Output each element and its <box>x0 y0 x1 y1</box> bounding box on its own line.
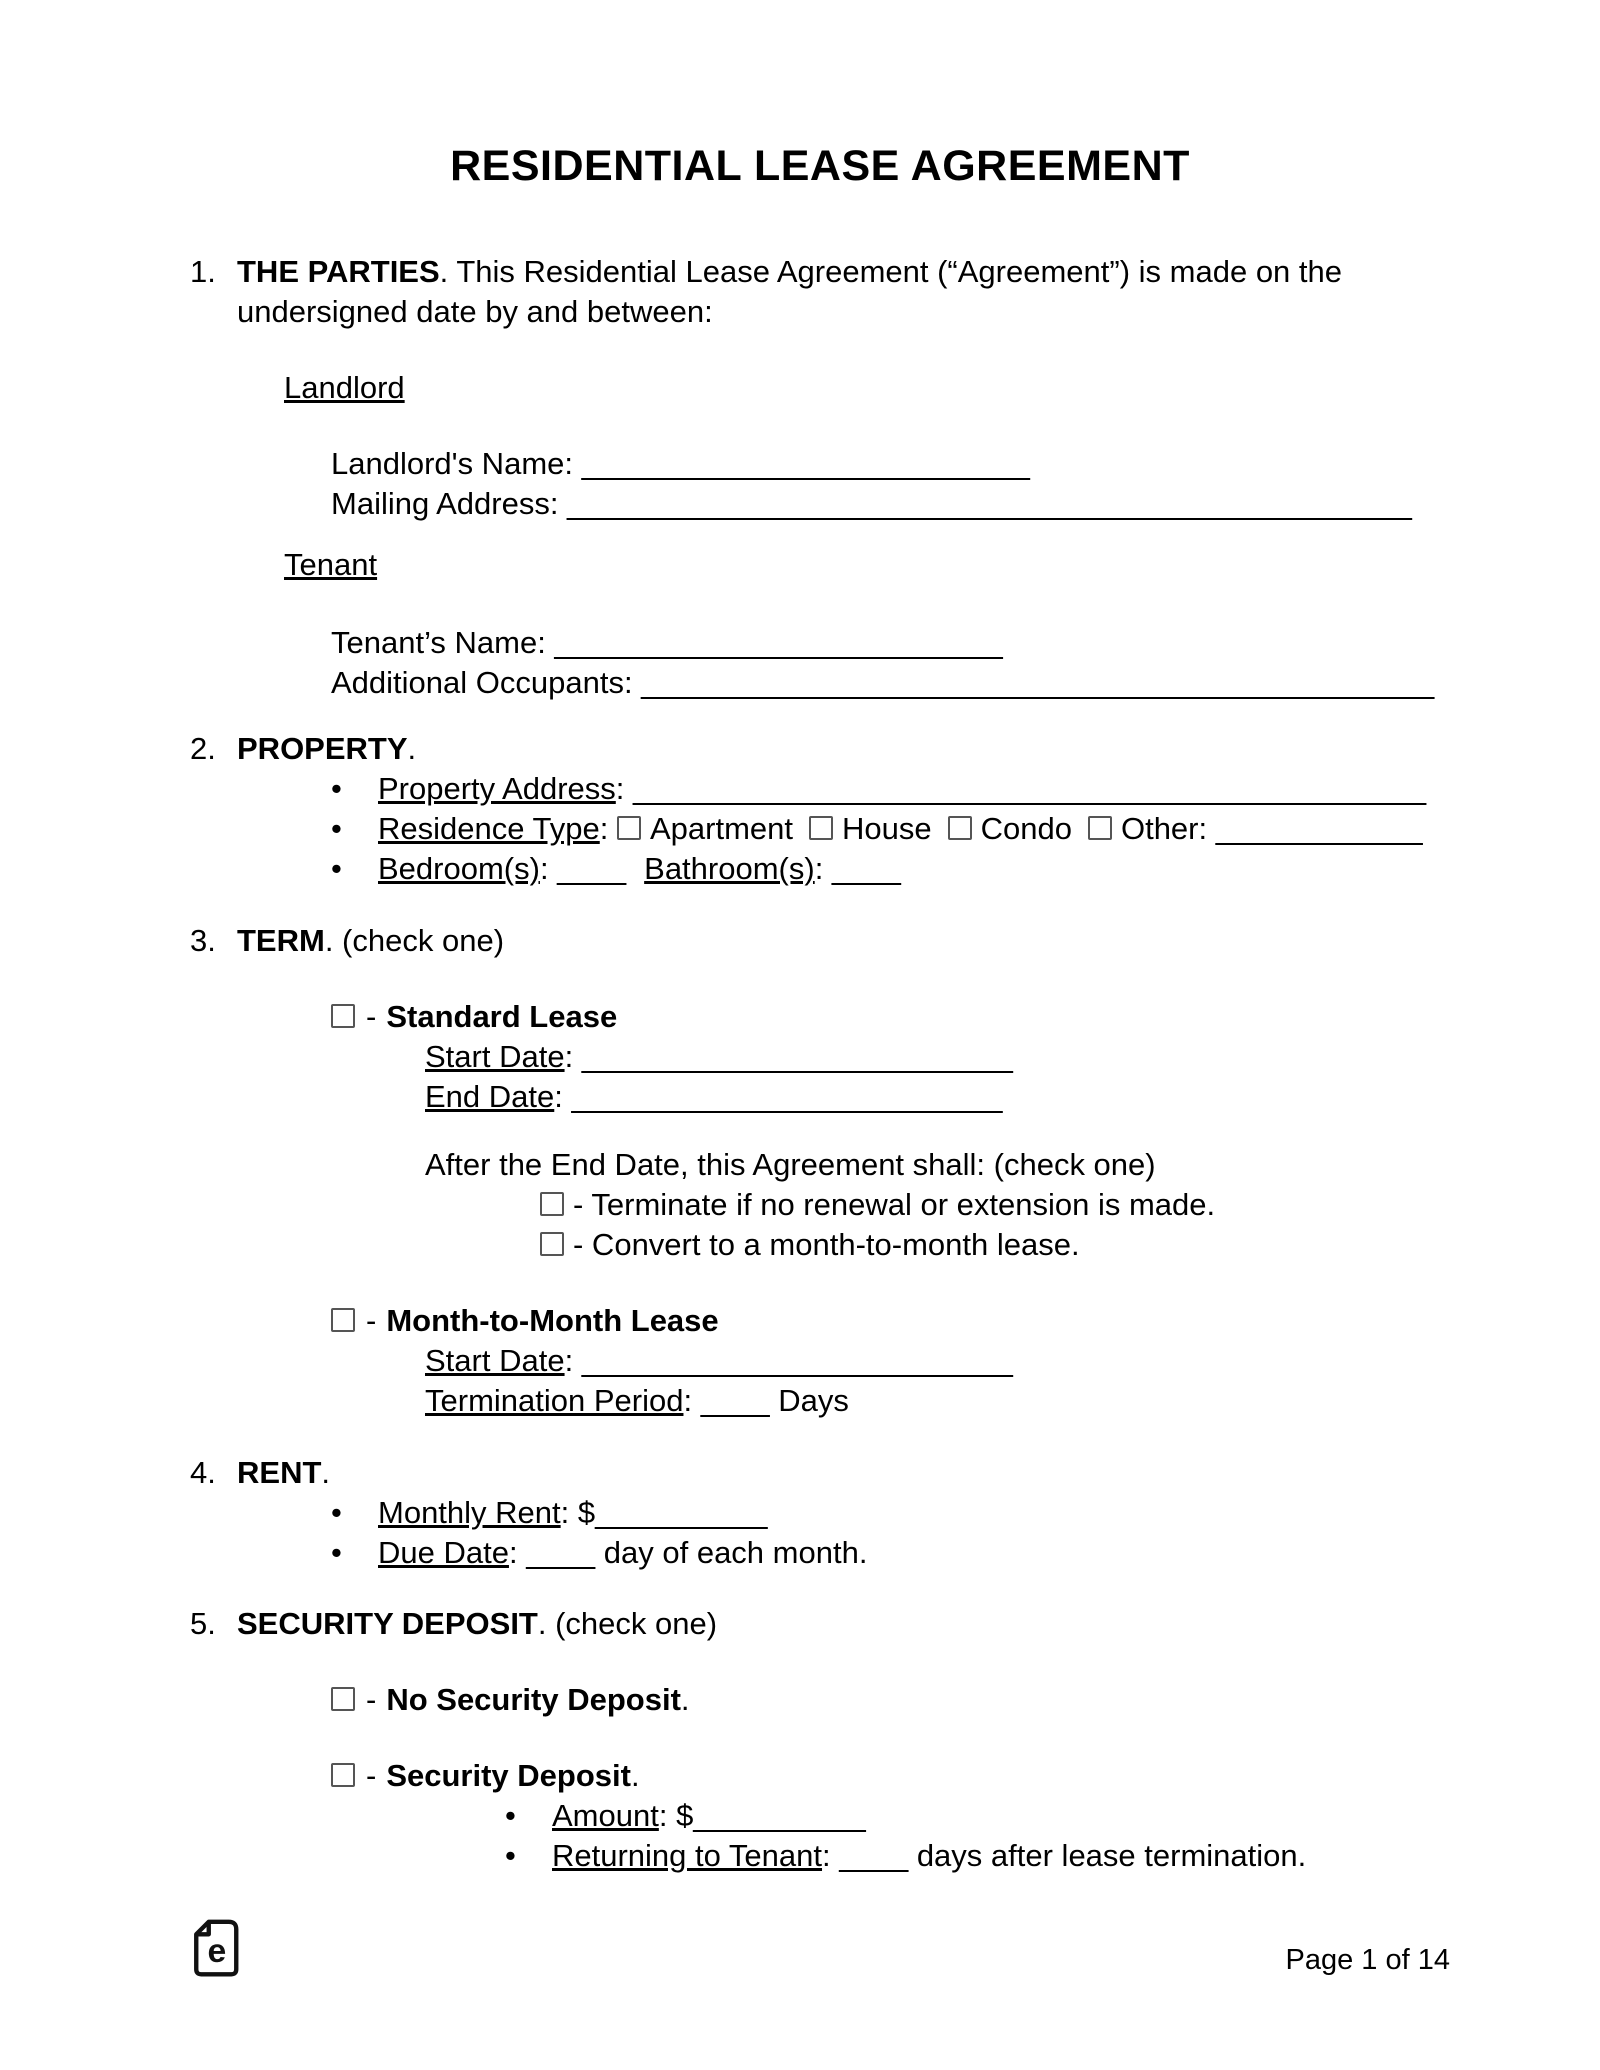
monthly-rent-label: Monthly Rent <box>378 1495 561 1530</box>
section-term <box>190 921 1450 1421</box>
start-date-label: Start Date <box>425 1039 565 1074</box>
termination-period-line <box>425 1381 1450 1421</box>
parties-heading: THE PARTIES <box>237 254 440 289</box>
section-1-number: 1. <box>190 254 216 289</box>
period: . <box>630 1758 640 1793</box>
property-heading-text <box>237 729 1450 769</box>
house-label: House <box>842 811 932 846</box>
no-security-deposit-option <box>331 1680 1450 1720</box>
convert-checkbox[interactable] <box>540 1232 564 1256</box>
other-checkbox[interactable] <box>1088 816 1112 840</box>
monthly-rent-blank[interactable]: : $__________ <box>560 1495 768 1530</box>
tenant-subheading <box>284 545 1450 585</box>
returning-blank[interactable]: : ____ days after lease termination. <box>822 1838 1307 1873</box>
mtm-start-date-line <box>425 1341 1450 1381</box>
bullet-icon: • <box>331 1535 342 1570</box>
section-4-number: 4. <box>190 1455 216 1490</box>
termination-period-blank[interactable]: : ____ Days <box>683 1383 849 1418</box>
condo-checkbox[interactable] <box>948 816 972 840</box>
month-to-month-option <box>331 1301 1450 1341</box>
terminate-checkbox[interactable] <box>540 1192 564 1216</box>
security-deposit-heading: SECURITY DEPOSIT <box>237 1606 538 1641</box>
parties-intro-rest: . This Residential Lease Agreement (“Agreement”) is made on the undersigned date by and between: <box>237 254 1343 329</box>
due-date-text <box>378 1533 1450 1573</box>
bullet-icon: • <box>331 811 342 846</box>
due-date-label: Due Date <box>378 1535 509 1570</box>
property-heading-rest: . <box>407 731 417 766</box>
section-rent <box>190 1453 1450 1573</box>
returning-text <box>552 1836 1450 1876</box>
bullet-icon: • <box>505 1798 516 1833</box>
property-address-text <box>378 769 1450 809</box>
standard-lease-checkbox[interactable] <box>331 1004 355 1028</box>
rent-heading-rest: . <box>321 1455 331 1490</box>
start-date-blank[interactable]: : _________________________ <box>564 1039 1013 1074</box>
dash-separator: - <box>366 1758 377 1793</box>
security-deposit-heading-line <box>190 1604 1450 1644</box>
term-heading-rest: . (check one) <box>324 923 505 958</box>
no-security-deposit-checkbox[interactable] <box>331 1687 355 1711</box>
rent-heading-line <box>190 1453 1450 1493</box>
returning-label: Returning to Tenant <box>552 1838 823 1873</box>
security-deposit-checkbox[interactable] <box>331 1763 355 1787</box>
security-deposit-option <box>331 1756 1450 1796</box>
security-deposit-heading-text <box>237 1604 1450 1644</box>
monthly-rent-line <box>331 1493 1450 1533</box>
mailing-address-line: Mailing Address: _________________________________________________ <box>331 486 1412 521</box>
bathrooms-label: Bathroom(s) <box>644 851 815 886</box>
bedrooms-bathrooms-text <box>378 849 1450 889</box>
section-3-number: 3. <box>190 923 216 958</box>
apartment-checkbox[interactable] <box>617 816 641 840</box>
property-address-blank[interactable]: : ______________________________________________ <box>615 771 1427 806</box>
bullet-icon: • <box>505 1838 516 1873</box>
end-date-blank[interactable]: : _________________________ <box>554 1079 1003 1114</box>
standard-lease-label: Standard Lease <box>386 999 618 1034</box>
section-the-parties <box>190 252 1450 703</box>
term-heading: TERM <box>237 923 325 958</box>
document-content <box>190 140 1450 1876</box>
termination-period-label: Termination Period <box>425 1383 684 1418</box>
standard-end-date-line <box>425 1077 1450 1117</box>
mtm-start-date-label: Start Date <box>425 1343 565 1378</box>
parties-intro-text <box>237 252 1450 332</box>
end-date-label: End Date <box>425 1079 555 1114</box>
tenant-label: Tenant <box>284 547 378 582</box>
house-checkbox[interactable] <box>809 816 833 840</box>
terminate-label: - Terminate if no renewal or extension is made. <box>573 1187 1216 1222</box>
convert-option <box>540 1225 1450 1265</box>
page-footer <box>190 1918 1450 1978</box>
bullet-icon: • <box>331 851 342 886</box>
bedrooms-bathrooms-line <box>331 849 1450 889</box>
document-title: RESIDENTIAL LEASE AGREEMENT <box>450 142 1190 190</box>
standard-lease-option <box>331 997 1450 1037</box>
security-deposit-heading-rest: . (check one) <box>537 1606 718 1641</box>
section-2-number: 2. <box>190 731 216 766</box>
month-to-month-label: Month-to-Month Lease <box>386 1303 719 1338</box>
tenant-name-line: Tenant’s Name: __________________________ <box>331 625 1003 660</box>
dash-separator: - <box>366 1303 377 1338</box>
terminate-option <box>540 1185 1450 1225</box>
amount-blank[interactable]: : $__________ <box>658 1798 866 1833</box>
period: . <box>680 1682 690 1717</box>
property-address-line <box>331 769 1450 809</box>
term-heading-line <box>190 921 1450 961</box>
residence-type-line <box>331 809 1450 849</box>
section-5-number: 5. <box>190 1606 216 1641</box>
section-property <box>190 729 1450 889</box>
colon-separator: : <box>599 811 617 846</box>
eforms-logo-letter: e <box>207 1931 227 1970</box>
returning-line <box>505 1836 1450 1876</box>
after-end-date-text: After the End Date, this Agreement shall: (check one) <box>425 1147 1156 1182</box>
bullet-icon: • <box>331 771 342 806</box>
landlord-label: Landlord <box>284 370 405 405</box>
property-heading: PROPERTY <box>237 731 408 766</box>
landlord-name-line: Landlord's Name: __________________________ <box>331 446 1030 481</box>
amount-line <box>505 1796 1450 1836</box>
page-number: Page 1 of 14 <box>1285 1944 1450 1976</box>
section-security-deposit <box>190 1604 1450 1876</box>
bullet-icon: • <box>331 1495 342 1530</box>
amount-label: Amount <box>552 1798 659 1833</box>
additional-occupants-line: Additional Occupants: ______________________________________________ <box>331 665 1435 700</box>
apartment-label: Apartment <box>649 811 793 846</box>
property-address-label: Property Address <box>378 771 616 806</box>
month-to-month-checkbox[interactable] <box>331 1308 355 1332</box>
eforms-logo-icon <box>190 1918 240 1978</box>
due-date-blank[interactable]: : ____ day of each month. <box>508 1535 868 1570</box>
dash-separator: - <box>366 999 377 1034</box>
rent-heading: RENT <box>237 1455 322 1490</box>
condo-label: Condo <box>980 811 1072 846</box>
standard-start-date-line <box>425 1037 1450 1077</box>
mtm-start-date-blank[interactable]: : _________________________ <box>564 1343 1013 1378</box>
bedrooms-blank[interactable]: : ____ <box>539 851 627 886</box>
landlord-subheading <box>284 368 1450 408</box>
no-security-deposit-label: No Security Deposit <box>386 1682 681 1717</box>
dash-separator: - <box>366 1682 377 1717</box>
residence-type-label: Residence Type <box>378 811 600 846</box>
convert-label: - Convert to a month-to-month lease. <box>573 1227 1080 1262</box>
due-date-line <box>331 1533 1450 1573</box>
term-heading-text <box>237 921 1450 961</box>
rent-heading-text <box>237 1453 1450 1493</box>
property-heading-line <box>190 729 1450 769</box>
parties-intro-line <box>190 252 1450 332</box>
bathrooms-blank[interactable]: : ____ <box>814 851 901 886</box>
amount-text <box>552 1796 1450 1836</box>
other-label-blank[interactable]: Other: ____________ <box>1120 811 1423 846</box>
monthly-rent-text <box>378 1493 1450 1533</box>
security-deposit-label: Security Deposit <box>386 1758 631 1793</box>
bedrooms-label: Bedroom(s) <box>378 851 540 886</box>
residence-type-text <box>378 809 1450 849</box>
